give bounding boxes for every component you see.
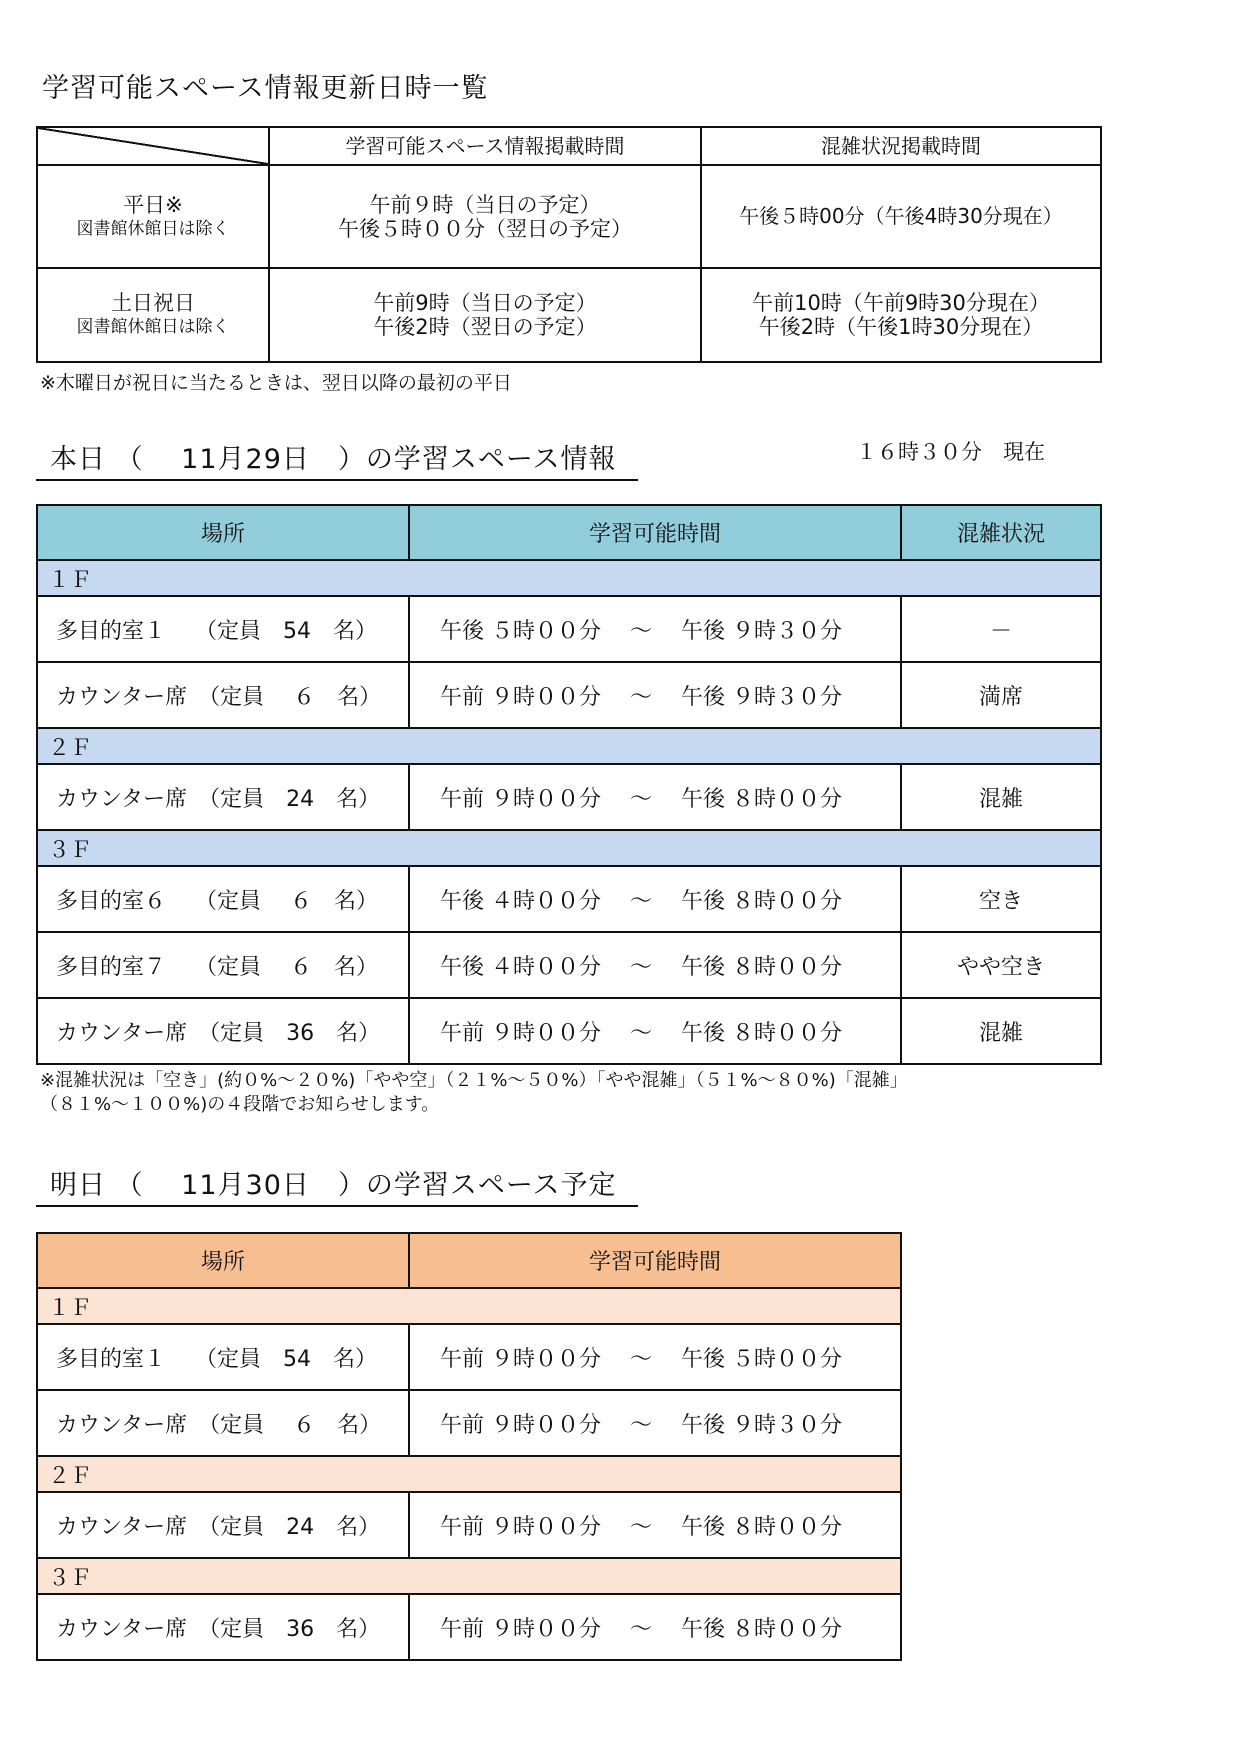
place-cell: カウンター席 （定員 36 名） (37, 998, 409, 1064)
time-cell: 午前 ９時００分 ～ 午後 ５時００分 (409, 1324, 901, 1390)
table-row (37, 1594, 901, 1660)
diagonal-header-cell (37, 127, 269, 165)
time-cell: 午後 ５時００分 ～ 午後 ９時３０分 (409, 596, 901, 662)
place-cell: 多目的室１ （定員 54 名） (37, 1324, 409, 1390)
today-space-table (36, 504, 1102, 1065)
update-table-row (37, 268, 1101, 362)
table-row (37, 932, 1101, 998)
time-cell: 午後 ４時００分 ～ 午後 ８時００分 (409, 932, 901, 998)
time-cell: 午後 ４時００分 ～ 午後 ８時００分 (409, 866, 901, 932)
column-header: 学習可能時間 (409, 505, 901, 560)
column-header: 学習可能時間 (409, 1233, 901, 1288)
status-cell: － (901, 596, 1101, 662)
congestion-times-cell (701, 165, 1101, 268)
status-cell: 空き (901, 866, 1101, 932)
update-table-header-row (37, 127, 1101, 165)
place-cell: 多目的室１ （定員 54 名） (37, 596, 409, 662)
place-cell: カウンター席 （定員 ６ 名） (37, 1390, 409, 1456)
table-row (37, 998, 1101, 1064)
page-title: 学習可能スペース情報更新日時一覧 (42, 73, 489, 104)
table-row (37, 1324, 901, 1390)
today-table-header-row (37, 505, 1101, 560)
floor-row-2f (37, 728, 1101, 764)
congestion-footnote-line: （８１%～１００%)の４段階でお知らせします。 (40, 1094, 440, 1115)
time-cell: 午前 ９時００分 ～ 午後 ９時３０分 (409, 662, 901, 728)
space-time: 午後５時００分（翌日の予定） (338, 216, 632, 241)
table-row (37, 1390, 901, 1456)
place-cell: 多目的室６ （定員 ６ 名） (37, 866, 409, 932)
time-cell: 午前 ９時００分 ～ 午後 ８時００分 (409, 998, 901, 1064)
column-header: 混雑状況 (901, 505, 1101, 560)
tomorrow-table-header-row (37, 1233, 901, 1288)
day-type-cell (37, 268, 269, 362)
congestion-times-cell (701, 268, 1101, 362)
day-type-label: 平日※ (123, 192, 183, 217)
day-type-label: 土日祝日 (111, 291, 195, 315)
place-cell: カウンター席 （定員 24 名） (37, 764, 409, 830)
floor-label: ３Ｆ (37, 830, 1101, 866)
place-cell: カウンター席 （定員 24 名） (37, 1492, 409, 1558)
table-row (37, 596, 1101, 662)
column-header: 混雑状況掲載時間 (701, 127, 1101, 165)
space-times-cell (269, 268, 701, 362)
floor-label: ２Ｆ (37, 1456, 901, 1492)
space-time: 午前９時（当日の予定） (369, 192, 601, 217)
tomorrow-section-title: 明日 （ 11月30日 ）の学習スペース予定 (50, 1170, 617, 1201)
column-header: 学習可能スペース情報掲載時間 (269, 127, 701, 165)
update-schedule-table (36, 126, 1102, 363)
space-times-cell (269, 165, 701, 268)
day-type-note: 図書館休館日は除く (76, 218, 230, 239)
time-cell: 午前 ９時００分 ～ 午後 ８時００分 (409, 1594, 901, 1660)
place-cell: カウンター席 （定員 36 名） (37, 1594, 409, 1660)
congestion-time: 午後2時（午後1時30分現在） (758, 315, 1044, 339)
column-header: 場所 (37, 1233, 409, 1288)
floor-label: ２Ｆ (37, 728, 1101, 764)
table-row (37, 662, 1101, 728)
status-cell: 満席 (901, 662, 1101, 728)
time-cell: 午前 ９時００分 ～ 午後 ９時３０分 (409, 1390, 901, 1456)
floor-label: １Ｆ (37, 1288, 901, 1324)
section-underline (36, 479, 638, 481)
update-table-row (37, 165, 1101, 268)
table-row (37, 866, 1101, 932)
today-section-title: 本日 （ 11月29日 ）の学習スペース情報 (50, 444, 617, 475)
place-cell: カウンター席 （定員 ６ 名） (37, 662, 409, 728)
column-header: 場所 (37, 505, 409, 560)
day-type-cell (37, 165, 269, 268)
table-row (37, 764, 1101, 830)
day-type-note: 図書館休館日は除く (76, 317, 230, 337)
status-cell: やや空き (901, 932, 1101, 998)
table-row (37, 1492, 901, 1558)
time-cell: 午前 ９時００分 ～ 午後 ８時００分 (409, 764, 901, 830)
current-time-label: １６時３０分 現在 (856, 440, 1045, 464)
time-cell: 午前 ９時００分 ～ 午後 ８時００分 (409, 1492, 901, 1558)
congestion-time: 午後５時00分（午後4時30分現在） (739, 204, 1063, 228)
floor-row-3f (37, 830, 1101, 866)
section-underline (36, 1205, 638, 1207)
floor-row-1f (37, 560, 1101, 596)
floor-label: ３Ｆ (37, 1558, 901, 1594)
space-time: 午前9時（当日の予定） (373, 291, 597, 315)
congestion-footnote-line: ※混雑状況は「空き」(約０%～２０%)「やや空」（２１%～５０%）「やや混雑」（５１%～８０%)「混雑」 (40, 1070, 908, 1091)
space-time: 午後2時（翌日の予定） (373, 315, 597, 339)
floor-row-2f (37, 1456, 901, 1492)
tomorrow-space-table (36, 1232, 902, 1661)
place-cell: 多目的室７ （定員 ６ 名） (37, 932, 409, 998)
floor-row-3f (37, 1558, 901, 1594)
update-footnote: ※木曜日が祝日に当たるときは、翌日以降の最初の平日 (40, 372, 512, 394)
floor-row-1f (37, 1288, 901, 1324)
status-cell: 混雑 (901, 998, 1101, 1064)
congestion-time: 午前10時（午前9時30分現在） (752, 291, 1050, 315)
status-cell: 混雑 (901, 764, 1101, 830)
floor-label: １Ｆ (37, 560, 1101, 596)
